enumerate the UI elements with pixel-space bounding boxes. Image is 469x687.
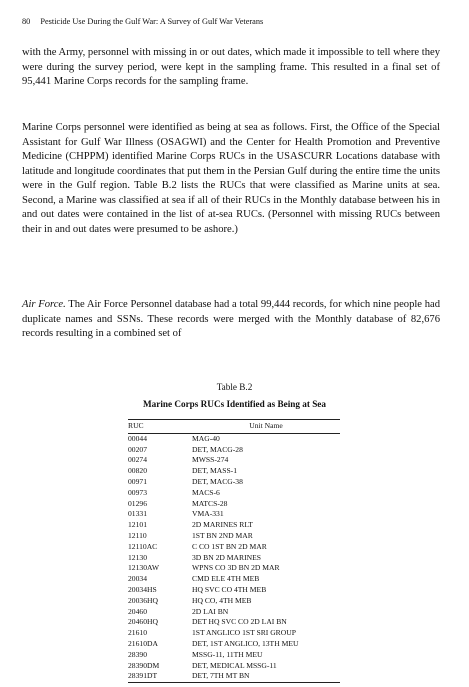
table-row [128,563,340,574]
section-run-in-heading: Air Force. [22,299,66,310]
table-header-row [128,420,340,434]
page-number: 80 [22,17,31,26]
unit-name-cell: MWSS-274 [192,455,229,465]
paragraph-text: with the Army, personnel with missing in or out dates, which made it impossible to tell where they were during the survey period, were kept in the sampling frame. This resulted in a final set of 95,441 Marine Corps records for the sampling frame. [22,47,440,87]
unit-name-cell: MATCS-28 [192,498,228,508]
unit-name-cell: 1ST BN 2ND MAR [192,530,253,540]
unit-name-cell: CMD ELE 4TH MEB [192,574,260,584]
ruc-cell: 00820 [128,466,147,476]
table-row [128,477,340,488]
unit-name-cell: MACS-6 [192,487,220,497]
ruc-cell: 28390 [128,649,147,659]
table-row [128,488,340,499]
unit-name-cell: DET, MEDICAL MSSG-11 [192,660,277,670]
table-row [128,466,340,477]
unit-name-cell: DET, MASS-1 [192,466,238,476]
ruc-cell: 20036HQ [128,595,158,605]
body-paragraph [22,46,440,90]
ruc-cell: 21610 [128,628,147,638]
table-row [128,607,340,618]
ruc-cell: 20034 [128,574,147,584]
ruc-cell: 00207 [128,444,147,454]
table-row [128,531,340,542]
running-title: Pesticide Use During the Gulf War: A Survey of Gulf War Veterans [40,17,264,26]
table-row [128,553,340,564]
table-row [128,639,340,650]
unit-name-cell: HQ CO, 4TH MEB [192,595,252,605]
unit-name-cell: DET HQ SVC CO 2D LAI BN [192,617,287,627]
table-row [128,617,340,628]
ruc-cell: 12110 [128,530,147,540]
ruc-cell: 28390DM [128,660,160,670]
ruc-cell: 01331 [128,509,147,519]
ruc-cell: 20460 [128,606,147,616]
table-row [128,542,340,553]
unit-name-cell: DET, MACG-38 [192,476,243,486]
unit-name-cell: DET, 7TH MT BN [192,671,340,682]
unit-name-cell: MSSG-11, 11TH MEU [192,649,263,659]
unit-name-cell: 3D BN 2D MARINES [192,552,261,562]
unit-name-cell: 2D MARINES RLT [192,520,253,530]
table-row [128,433,340,444]
unit-name-cell: DET, 1ST ANGLICO, 13TH MEU [192,638,299,648]
table-row [128,520,340,531]
table-body [128,433,340,682]
unit-name-cell: 2D LAI BN [192,606,229,616]
table-row [128,455,340,466]
ruc-cell: 00274 [128,455,147,465]
table-row [128,509,340,520]
ruc-cell: 20460HQ [128,617,158,627]
table-row [128,574,340,585]
body-paragraph [22,298,440,342]
paragraph-text: Marine Corps personnel were identified as being at sea as follows. First, the Office of the Special Assistant for Gulf War Illness (OSAGWI) and the Center for Health Promotion and Preventive Medicine (CHPPM) identified Marine Corps RUCs in the USASCURR Locations database with latitude and longitude coordinates that put them in the Persian Gulf during the entire time the units were in the Gulf region. Table B.2 lists the RUCs that were classified as Marine units at sea. Second, a Marine was classified at sea if all of their RUCs in the Monthly database between his in and out dates were contained in the list of at-sea RUCs. (Personnel with missing RUCs between their in and out dates were presumed to be ashore.) [22,122,440,235]
unit-name-cell: WPNS CO 3D BN 2D MAR [192,563,280,573]
ruc-cell: 12101 [128,520,147,530]
ruc-cell: 20034HS [128,584,157,594]
table-row [128,596,340,607]
ruc-cell: 12130AW [128,563,160,573]
unit-name-cell: VMA-331 [192,509,224,519]
table-row [128,661,340,672]
ruc-cell: 00044 [128,433,147,443]
ruc-cell: 12130 [128,552,147,562]
unit-name-cell: HQ SVC CO 4TH MEB [192,584,267,594]
body-paragraph [22,121,440,237]
unit-name-cell: DET, MACG-28 [192,444,243,454]
table-row [128,650,340,661]
ruc-cell: 28391DT [128,671,192,682]
table-title: Marine Corps RUCs Identified as Being at Sea [143,399,326,409]
table-row [128,628,340,639]
table-number: Table B.2 [216,382,253,392]
paragraph-text: The Air Force Personnel database had a total 99,444 records, for which nine people had duplicate names and SSNs. These records were merged with the Monthly database of 82,676 records resulting in a combined set of [22,299,440,339]
running-head [22,17,263,26]
unit-name-cell: 1ST ANGLICO 1ST SRI GROUP [192,628,296,638]
unit-name-cell: MAG-40 [192,433,220,443]
ruc-cell: 00973 [128,487,147,497]
ruc-cell: 12110AC [128,541,158,551]
ruc-cell: 21610DA [128,638,158,648]
column-header-ruc: RUC [128,420,192,434]
table-row [128,499,340,510]
table-row [128,445,340,456]
table-row [128,585,340,596]
ruc-cell: 00971 [128,476,147,486]
ruc-cell: 01296 [128,498,147,508]
table-row [128,671,340,682]
column-header-unit-name: Unit Name [192,420,340,434]
unit-name-cell: C CO 1ST BN 2D MAR [192,541,267,551]
ruc-table [128,419,340,683]
